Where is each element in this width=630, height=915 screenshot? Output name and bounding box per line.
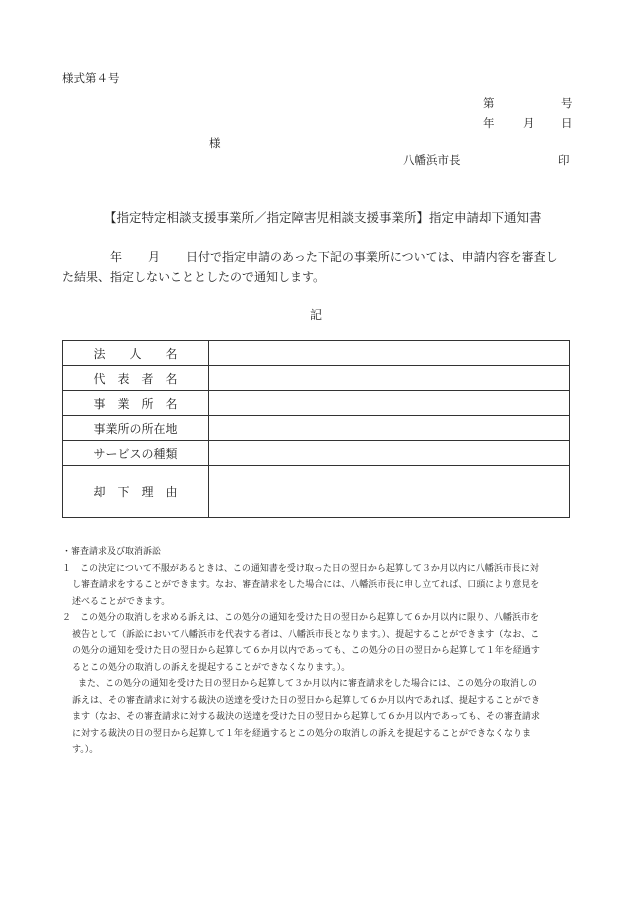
ki-heading: 記 bbox=[310, 308, 323, 322]
table-row bbox=[63, 366, 570, 391]
note-line: す。）。 bbox=[72, 745, 99, 755]
note-line: の処分の通知を受けた日の翌日から起算して６か月以内であっても、この処分の日の翌日から起算して１年を経過す bbox=[72, 646, 540, 656]
row-value[interactable] bbox=[209, 441, 570, 466]
document-number-suffix: 号 bbox=[561, 96, 573, 110]
row-label: 事 業 所 名 bbox=[63, 391, 209, 416]
row-value[interactable] bbox=[209, 366, 570, 391]
table-row bbox=[63, 341, 570, 366]
note-line: １ この決定について不服があるときは、この通知書を受け取った日の翌日から起算して３か月以内に八幡浜市長に対 bbox=[62, 563, 539, 574]
note-line: また、この処分の通知を受けた日の翌日から起算して３か月以内に審査請求をした場合には、この処分の取消しの bbox=[78, 679, 538, 689]
body-year: 年 bbox=[110, 250, 123, 264]
date-year: 年 bbox=[483, 116, 495, 130]
date-month: 月 bbox=[523, 116, 535, 130]
form-number: 様式第４号 bbox=[62, 71, 120, 85]
facility-info-table bbox=[62, 340, 570, 518]
note-line: るとこの処分の取消しの訴えを提起することができなくなります。）。 bbox=[72, 662, 351, 673]
note-line: ２ この処分の取消しを求める訴えは、この処分の通知を受けた日の翌日から起算して６か月以内に限り、八幡浜市を bbox=[62, 613, 540, 623]
row-label: 事業所の所在地 bbox=[63, 416, 209, 441]
row-label: 代 表 者 名 bbox=[63, 366, 209, 391]
table-row bbox=[63, 416, 570, 441]
row-label: サービスの種類 bbox=[63, 441, 209, 466]
note-line: 訴えは、その審査請求に対する裁決の送達を受けた日の翌日から起算して６か月以内であれば、提起することができ bbox=[72, 695, 541, 706]
row-label: 法 人 名 bbox=[63, 341, 209, 366]
table-row bbox=[63, 441, 570, 466]
notes-heading: ・審査請求及び取消訴訟 bbox=[62, 547, 162, 557]
seal-mark: 印 bbox=[558, 153, 570, 167]
body-line-1-text: 日付で指定申請のあった下記の事業所については、申請内容を審査し bbox=[186, 250, 558, 264]
body-line-2: た結果、指定しないこととしたので通知します。 bbox=[62, 270, 326, 284]
row-value[interactable] bbox=[209, 416, 570, 441]
issuer-name: 八幡浜市長 bbox=[403, 153, 461, 167]
table-row bbox=[63, 466, 570, 518]
note-line: 被告として（訴訟において八幡浜市を代表する者は、八幡浜市長となります。）、提起することができます（なお、こ bbox=[72, 629, 540, 640]
row-label: 却 下 理 由 bbox=[63, 466, 209, 518]
table-row bbox=[63, 391, 570, 416]
body-month: 月 bbox=[148, 250, 161, 264]
addressee-suffix: 様 bbox=[209, 136, 221, 150]
date-day: 日 bbox=[561, 116, 573, 130]
appeal-notes bbox=[62, 544, 574, 759]
row-value[interactable] bbox=[209, 391, 570, 416]
row-value[interactable] bbox=[209, 466, 570, 518]
document-number-prefix: 第 bbox=[483, 96, 495, 110]
row-value[interactable] bbox=[209, 341, 570, 366]
note-line: 述べることができます。 bbox=[72, 596, 171, 607]
document-title: 【指定特定相談支援事業所／指定障害児相談支援事業所】指定申請却下通知書 bbox=[104, 210, 542, 225]
note-line: ます（なお、その審査請求に対する裁決の送達を受けた日の翌日から起算して６か月以内であっても、その審査請求 bbox=[72, 712, 540, 722]
note-line: に対する裁決の日の翌日から起算して１年を経過するとこの処分の取消しの訴えを提起することができなくなりま bbox=[72, 728, 532, 739]
note-line: し審査請求をすることができます。なお、審査請求をした場合には、八幡浜市長に申し立てれば、口頭により意見を bbox=[72, 580, 540, 590]
